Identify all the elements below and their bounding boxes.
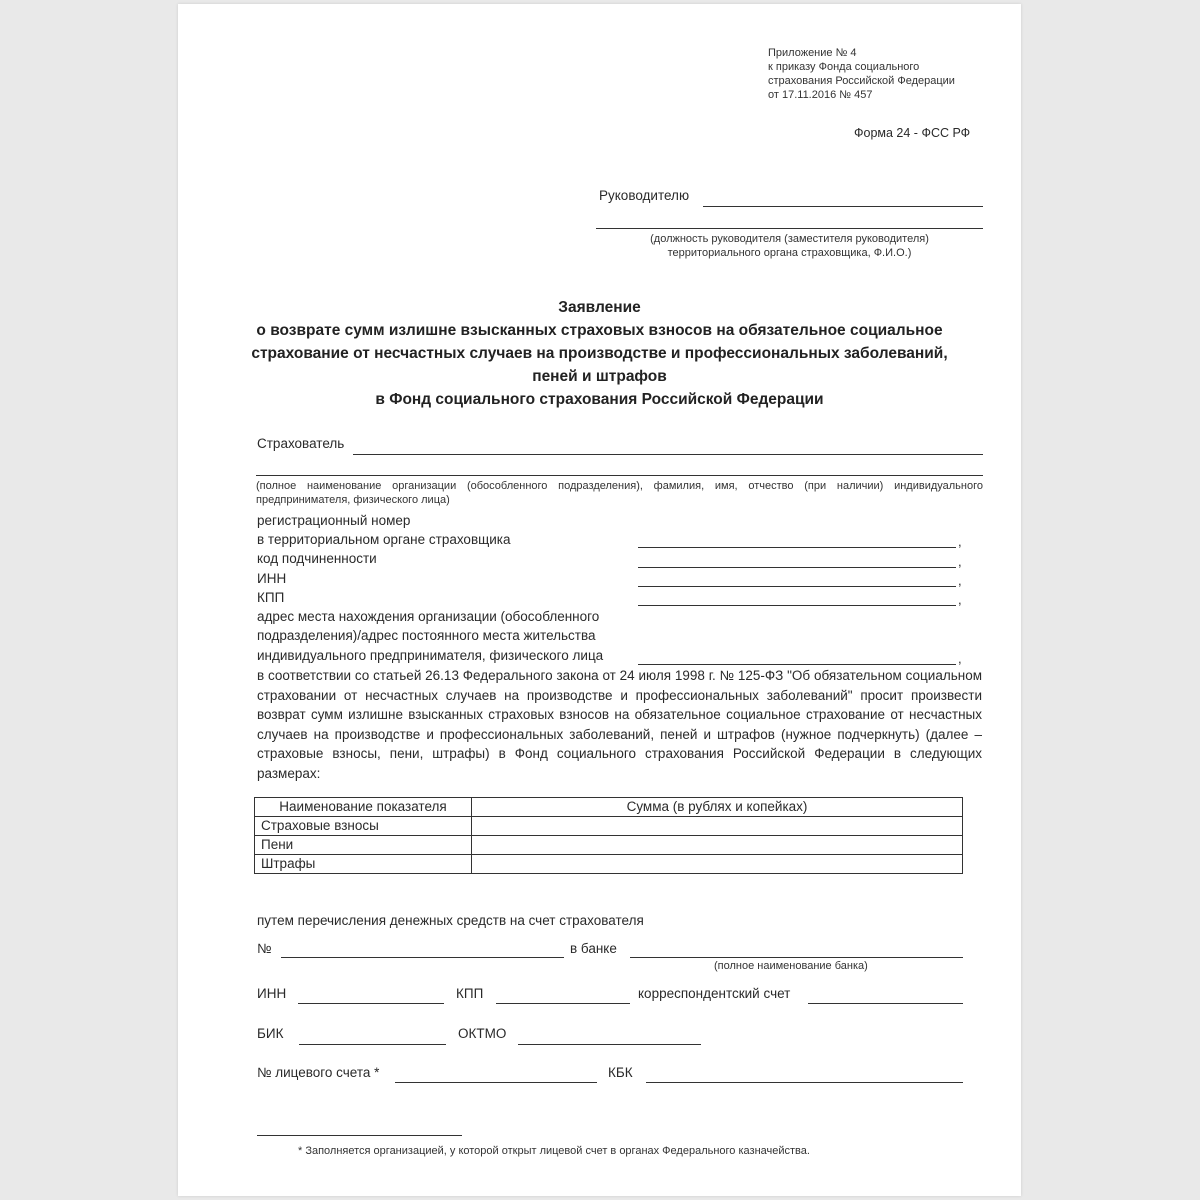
table-cell-input	[472, 817, 963, 836]
table-cell: Штрафы	[255, 855, 472, 874]
account-number-line	[281, 957, 564, 958]
table-row	[255, 817, 963, 836]
insurer-label: Страхователь	[257, 436, 345, 451]
table-header-cell: Наименование показателя	[255, 798, 472, 817]
insurer-caption: (полное наименование организации (обособленного подразделения), фамилия, имя, отчество (при наличии) индивидуального предпринимателя, физического лица)	[256, 480, 983, 506]
amounts-table	[254, 797, 963, 874]
bik-label: БИК	[257, 1026, 284, 1041]
appendix-line: от 17.11.2016 № 457	[768, 89, 873, 101]
title-line: пеней и штрафов	[532, 368, 667, 385]
reg-number-label-2: в территориальном органе страховщика	[257, 532, 511, 547]
table-cell-input	[472, 855, 963, 874]
kbk-label: КБК	[608, 1065, 633, 1080]
address-label-2: подразделения)/адрес постоянного места жительства	[257, 628, 596, 643]
addressee-caption	[596, 232, 983, 260]
bank-line	[630, 957, 963, 958]
table-row	[255, 855, 963, 874]
comma: ,	[958, 592, 962, 607]
table-header-row	[255, 798, 963, 817]
reg-number-label: регистрационный номер	[257, 513, 411, 528]
footnote: * Заполняется организацией, у которой открыт лицевой счет в органах Федерального казначейства.	[298, 1145, 810, 1157]
caption-line: территориального органа страховщика, Ф.И.О.)	[667, 247, 912, 259]
insurer-line	[353, 454, 983, 455]
payer-kpp-line	[496, 1003, 630, 1004]
form-name: Форма 24 - ФСС РФ	[854, 126, 971, 140]
corr-account-line	[808, 1003, 963, 1004]
payment-intro: путем перечисления денежных средств на счет страхователя	[257, 913, 644, 928]
subordination-code-line	[638, 567, 956, 568]
reg-number-line	[638, 547, 956, 548]
address-line	[638, 664, 956, 665]
payer-inn-label: ИНН	[257, 986, 287, 1001]
comma: ,	[958, 651, 962, 666]
bik-line	[299, 1044, 446, 1045]
insurer-line-2	[256, 475, 983, 476]
addressee-line-2	[596, 228, 983, 229]
personal-account-label: № лицевого счета *	[257, 1065, 380, 1080]
address-label-3: индивидуального предпринимателя, физического лица	[257, 648, 604, 663]
comma: ,	[958, 573, 962, 588]
inn-line	[638, 586, 956, 587]
corr-account-label: корреспондентский счет	[638, 986, 791, 1001]
appendix-note	[768, 46, 955, 102]
bank-label: в банке	[570, 941, 617, 956]
title-line: страхование от несчастных случаев на производстве и профессиональных заболеваний,	[251, 345, 948, 362]
personal-account-line	[395, 1082, 597, 1083]
table-cell-input	[472, 836, 963, 855]
inn-label: ИНН	[257, 571, 287, 586]
table-cell: Пени	[255, 836, 472, 855]
table-header-cell: Сумма (в рублях и копейках)	[472, 798, 963, 817]
table-row	[255, 836, 963, 855]
kbk-line	[646, 1082, 963, 1083]
comma: ,	[958, 534, 962, 549]
document-title	[178, 296, 1021, 411]
appendix-line: Приложение № 4	[768, 47, 857, 59]
account-number-label: №	[257, 941, 272, 956]
title-line: Заявление	[558, 299, 641, 316]
footnote-separator	[257, 1135, 462, 1136]
oktmo-line	[518, 1044, 701, 1045]
address-label-1: адрес места нахождения организации (обособленного	[257, 609, 600, 624]
comma: ,	[958, 554, 962, 569]
addressee-line	[703, 206, 983, 207]
document-page	[178, 4, 1021, 1196]
kpp-label: КПП	[257, 590, 285, 605]
oktmo-label: ОКТМО	[458, 1026, 507, 1041]
bank-caption: (полное наименование банка)	[714, 960, 868, 972]
title-line: в Фонд социального страхования Российской Федерации	[375, 391, 824, 408]
appendix-line: страхования Российской Федерации	[768, 75, 955, 87]
body-paragraph: в соответствии со статьей 26.13 Федерального закона от 24 июля 1998 г. № 125-ФЗ "Об обязательном социальном страховании от несчастных случаев на производстве и профессиональных заболеваний" просит произвести возврат сумм излишне взысканных страховых взносов на обязательное социальное страхование от несчастных случаев на производстве и профессиональных заболеваний, пеней и штрафов (нужное подчеркнуть) (далее – страховые взносы, пени, штрафы) в Фонд социального страхования Российской Федерации в следующих размерах:	[257, 668, 982, 781]
payer-kpp-label: КПП	[456, 986, 484, 1001]
subordination-code-label: код подчиненности	[257, 551, 377, 566]
appendix-line: к приказу Фонда социального	[768, 61, 920, 73]
title-line: о возврате сумм излишне взысканных страховых взносов на обязательное социальное	[256, 322, 943, 339]
addressee-label: Руководителю	[599, 188, 690, 203]
caption-line: (должность руководителя (заместителя руководителя)	[650, 233, 929, 245]
kpp-line	[638, 605, 956, 606]
table-cell: Страховые взносы	[255, 817, 472, 836]
payer-inn-line	[298, 1003, 444, 1004]
